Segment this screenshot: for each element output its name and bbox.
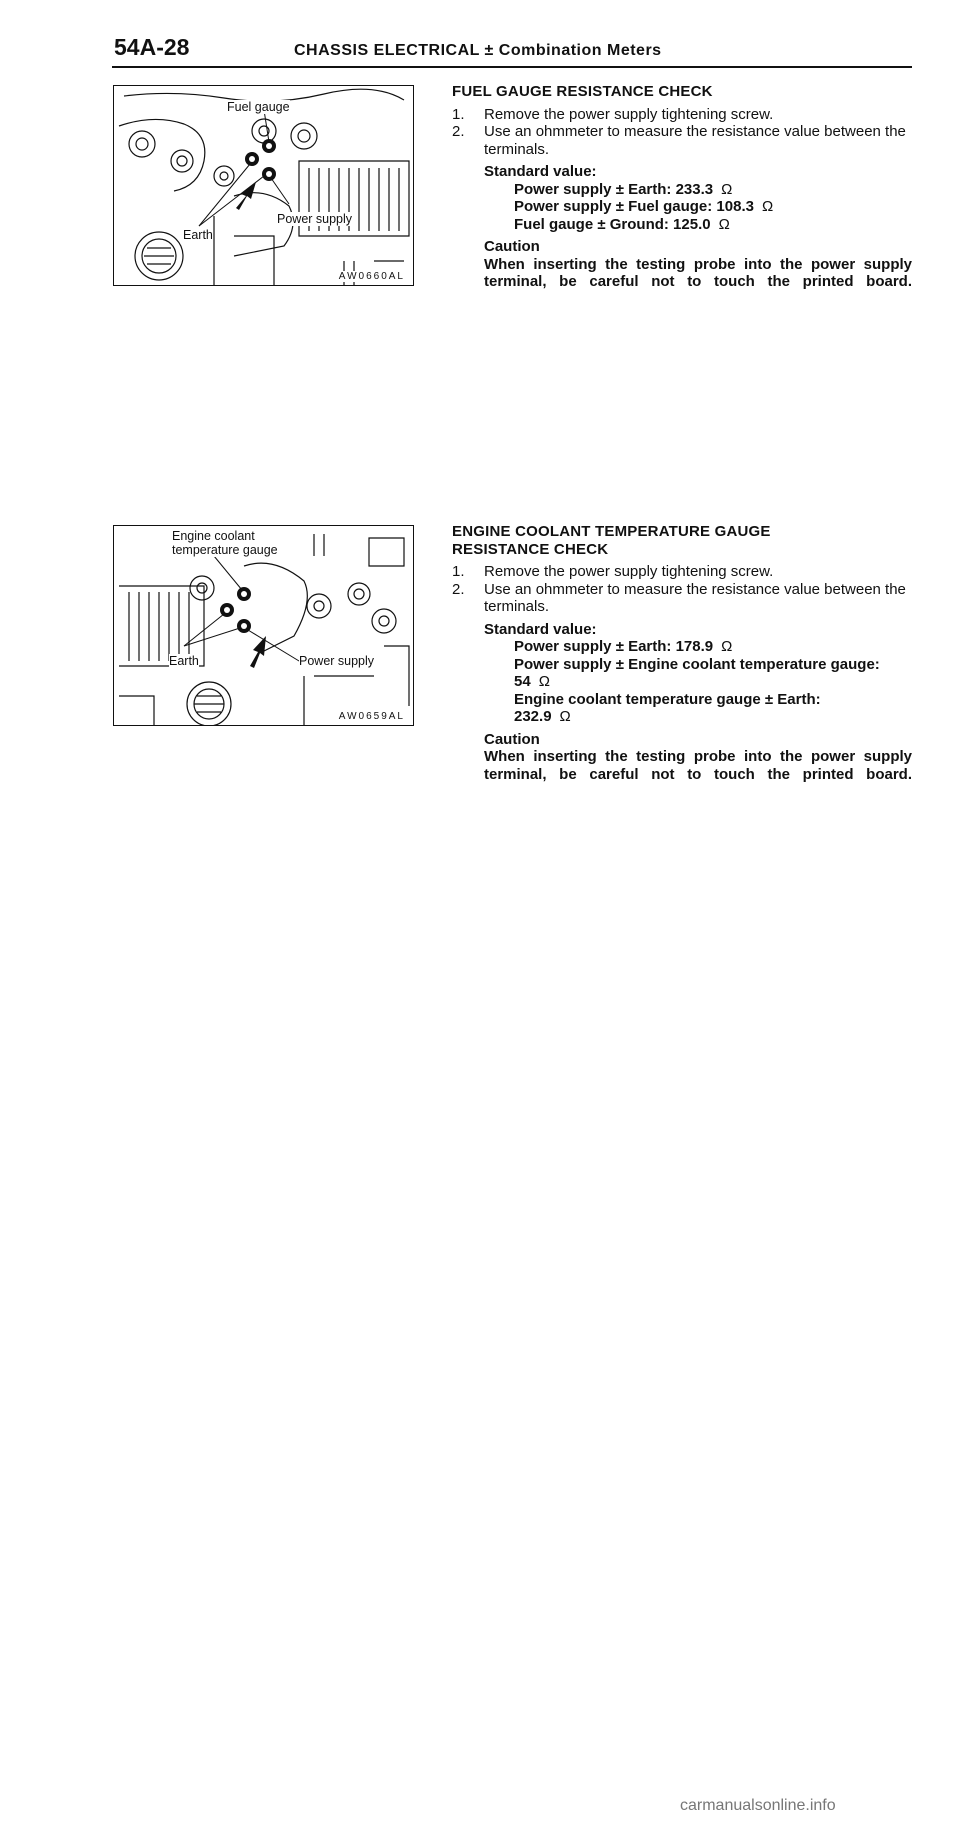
figure-code: AW0660AL xyxy=(338,271,405,282)
ohm-unit: Ω xyxy=(761,198,774,215)
fuel-gauge-figure xyxy=(113,85,414,286)
step-text: Remove the power supply tightening screw. xyxy=(484,563,774,580)
ohm-unit: Ω xyxy=(718,215,730,233)
standard-value-block xyxy=(452,621,912,726)
header-rule xyxy=(112,66,912,68)
standard-value-row: Engine coolant temperature gauge ± Earth: xyxy=(514,690,821,708)
step-number: 1. xyxy=(452,105,465,123)
step-item xyxy=(452,123,912,158)
standard-value-label: Standard value: xyxy=(484,620,597,638)
earth-label: Earth xyxy=(169,654,199,668)
coolant-gauge-label-line2: temperature gauge xyxy=(172,543,278,557)
power-supply-label: Power supply xyxy=(277,212,353,226)
footer-watermark: carmanualsonline.info xyxy=(680,1797,836,1814)
ohm-unit: Ω xyxy=(559,708,571,725)
ohm-unit: Ω xyxy=(721,180,733,198)
caution-block xyxy=(452,238,912,291)
step-item xyxy=(452,106,912,124)
meter-back-illustration xyxy=(114,86,413,285)
caution-label: Caution xyxy=(484,730,540,748)
standard-value-row: Power supply ± Earth: 178.9 Ω xyxy=(514,638,733,655)
figure-code: AW0659AL xyxy=(338,711,405,722)
coolant-gauge-label-line1: Engine coolant xyxy=(172,529,255,543)
caution-block xyxy=(452,731,912,784)
caution-label: Caution xyxy=(484,238,540,255)
step-text: Use an ohmmeter to measure the resistance value between the terminals. xyxy=(484,123,906,158)
fuel-gauge-section xyxy=(452,83,912,291)
standard-value-row: Power supply ± Fuel gauge: 108.3 Ω xyxy=(514,198,774,215)
power-supply-label: Power supply xyxy=(299,654,375,668)
step-number: 1. xyxy=(452,563,465,580)
step-number: 2. xyxy=(452,123,465,140)
page-number: 54A-28 xyxy=(114,34,190,60)
section-heading: FUEL GAUGE RESISTANCE CHECK xyxy=(452,83,713,100)
ohm-unit: Ω xyxy=(721,638,733,655)
caution-text-line: terminal, be careful not to touch the printed board. xyxy=(484,765,912,783)
step-text: Remove the power supply tightening screw. xyxy=(484,105,774,123)
standard-value-row: Power supply ± Earth: 233.3 Ω xyxy=(514,180,733,198)
step-number: 2. xyxy=(452,580,465,598)
page-title: CHASSIS ELECTRICAL ± Combination Meters xyxy=(294,42,662,59)
coolant-gauge-figure xyxy=(113,525,414,726)
standard-value-label: Standard value: xyxy=(484,163,597,180)
standard-value-row: 232.9 Ω xyxy=(514,708,571,725)
standard-value-block xyxy=(452,163,912,233)
fuel-gauge-label: Fuel gauge xyxy=(227,100,290,114)
caution-text-line: terminal, be careful not to touch the printed board. xyxy=(484,273,912,290)
ohm-unit: Ω xyxy=(538,673,550,690)
standard-value-row: 54 Ω xyxy=(514,673,550,690)
caution-text-line: When inserting the testing probe into the power supply xyxy=(484,255,912,273)
standard-value-row: Power supply ± Engine coolant temperature gauge: xyxy=(514,655,880,673)
section-heading: ENGINE COOLANT TEMPERATURE GAUGE RESISTANCE CHECK xyxy=(452,523,771,558)
step-item xyxy=(452,563,912,581)
coolant-gauge-section xyxy=(452,523,912,783)
step-item xyxy=(452,581,912,616)
caution-text-line: When inserting the testing probe into the power supply xyxy=(484,748,912,765)
earth-label: Earth xyxy=(183,228,213,242)
step-text: Use an ohmmeter to measure the resistance value between the terminals. xyxy=(484,580,906,615)
standard-value-row: Fuel gauge ± Ground: 125.0 Ω xyxy=(514,215,730,233)
